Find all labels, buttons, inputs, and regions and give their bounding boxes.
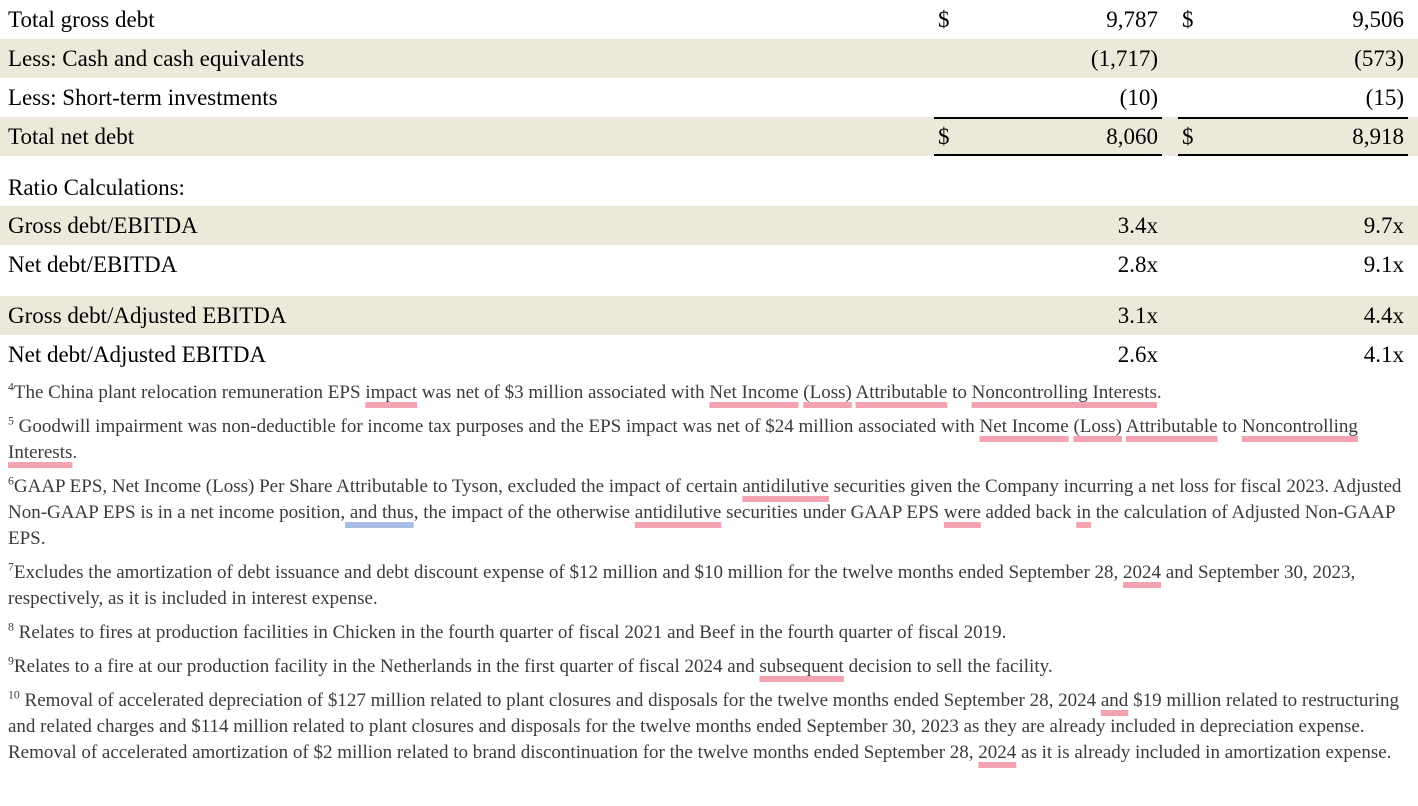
proofing-mark-pink: 2024 [978,742,1017,763]
ratio-value: 3.1x [1117,302,1158,328]
ratio-col-1 [934,245,1162,284]
proofing-mark-pink: Attributable [855,382,948,403]
amount-value: (10) [1119,84,1158,110]
ratio-col-1 [934,335,1162,374]
row-label: Net debt/EBITDA [8,251,178,277]
ratio-value: 3.4x [1117,212,1158,238]
proofing-mark-pink: (Loss) [1073,416,1123,437]
proofing-mark-pink: Noncontrolling Interests [971,382,1157,403]
ratio-col-2 [1178,335,1408,374]
proofing-mark-pink: (Loss) [803,382,852,403]
row-label: Less: Cash and cash equivalents [8,45,305,71]
proofing-mark-pink: and [1100,690,1129,711]
table-row [0,39,1418,78]
footnote-number: 5 [8,414,14,428]
proofing-mark-pink: were [943,502,981,523]
ratio-value: 2.8x [1117,251,1158,277]
proofing-mark-pink: impact [365,382,418,403]
ratio-value: 4.1x [1363,341,1404,367]
dollar-sign: $ [1182,6,1194,32]
proofing-mark-pink: subsequent [759,656,844,677]
amount-col-2 [1178,0,1408,39]
ratio-value: 2.6x [1117,341,1158,367]
proofing-mark-pink: antidilutive [742,476,829,497]
section-heading: Ratio Calculations: [8,175,185,200]
dollar-sign: $ [938,123,950,149]
footnote-number: 10 [8,688,20,702]
footnote-5: $^5$ Goodwill impairment was non-deductible for income tax purposes and the EPS impact was net of $24 million associated with Net Income (Loss) Attributable to Noncontrolling Interests. [8,414,1358,463]
footnote-6: $^6$GAAP EPS, Net Income (Loss) Per Share Attributable to Tyson, excluded the impact of certain antidilutive securities given the Company incurring a net loss for fiscal 2023. Adjusted Non-GAAP EPS is in a net income position, and thus, the impact of the otherwise antidilutive securities under GAAP EPS were added back in the calculation of Adjusted Non-GAAP EPS. [8,474,1402,549]
proofing-mark-blue: and thus [345,502,414,523]
amount-col-1 [934,78,1162,117]
footnote-8: $^8$ Relates to fires at production facilities in Chicken in the fourth quarter of fiscal 2021 and Beef in the fourth quarter of fiscal 2019. [8,620,1007,643]
amount-col-2 [1178,78,1408,117]
dollar-sign: $ [1182,123,1194,149]
ratio-col-1 [934,296,1162,335]
table-row [0,0,1418,39]
row-label: Total gross debt [8,6,155,32]
row-label: Gross debt/Adjusted EBITDA [8,302,287,328]
ratio-col-1 [934,206,1162,245]
amount-value: 9,787 [1106,6,1158,32]
proofing-mark-pink: Noncontrolling Interests [8,416,1358,463]
footnote-4: $^4$The China plant relocation remuneration EPS impact was net of $3 million associated with Net Income (Loss) Attributable to Noncontrolling Interests. [8,380,1162,403]
amount-col-2 [1178,39,1408,78]
section-spacer [0,156,1418,170]
row-label: Less: Short-term investments [8,84,278,110]
table-row [0,335,1418,374]
amount-col-1 [934,39,1162,78]
proofing-mark-pink: in [1076,502,1092,523]
amount-value: 8,060 [1106,123,1158,149]
proofing-mark-pink: Net Income [979,416,1069,437]
amount-value: (1,717) [1090,45,1158,71]
footnote-7: $^7$Excludes the amortization of debt issuance and debt discount expense of $12 million and $10 million for the twelve months ended September 28, 2024 and September 30, 2023, respectively, as it is included in interest expense. [8,560,1356,609]
amount-value: 8,918 [1352,123,1404,149]
net-debt-table [0,0,1418,156]
dollar-sign: $ [938,6,950,32]
table-row [0,296,1418,335]
ratio-col-2 [1178,296,1408,335]
ratio-col-2 [1178,206,1408,245]
table-row [0,117,1418,156]
row-label: Total net debt [8,123,135,149]
table-row [0,206,1418,245]
amount-col-1 [934,117,1162,156]
ratio-value: 4.4x [1363,302,1404,328]
amount-value: (15) [1365,84,1404,110]
ratio-col-2 [1178,245,1408,284]
footnote-number: 8 [8,620,14,634]
footnote-number: 9 [8,654,14,668]
amount-col-1 [934,0,1162,39]
ratio-value: 9.1x [1363,251,1404,277]
proofing-mark-pink: antidilutive [634,502,722,523]
proofing-mark-pink: 2024 [1123,562,1162,583]
ratio-value: 9.7x [1363,212,1404,238]
amount-value: 9,506 [1352,6,1404,32]
row-spacer [0,284,1418,296]
table-row [0,78,1418,117]
proofing-mark-pink: Attributable [1125,416,1218,437]
amount-value: (573) [1354,45,1404,71]
amount-col-2 [1178,117,1408,156]
footnote-number: 7 [8,560,14,574]
ratio-calculations-heading-row [0,170,1418,206]
row-label: Net debt/Adjusted EBITDA [8,341,267,367]
table-row [0,245,1418,284]
proofing-mark-pink: Net Income [709,382,799,403]
footnote-9: $^9$Relates to a fire at our production facility in the Netherlands in the first quarter of fiscal 2024 and subsequent decision to sell the facility. [8,654,1053,677]
ratio-table [0,206,1418,374]
footnote-number: 4 [8,380,14,394]
footnotes [0,374,1418,766]
row-label: Gross debt/EBITDA [8,212,198,238]
footnote-10: $^{10}$ Removal of accelerated depreciation of $127 million related to plant closures and disposals for the twelve months ended September 28, 2024 and $19 million related to restructuring and related charges and $114 million related to plant closures and disposals for the twelve months ended September 30, 2023 as they are already included in depreciation expense. Removal of accelerated amortization of $2 million related to brand discontinuation for the twelve months ended September 28, 2024 as it is already included in amortization expense. [8,688,1399,763]
footnote-number: 6 [8,474,14,488]
